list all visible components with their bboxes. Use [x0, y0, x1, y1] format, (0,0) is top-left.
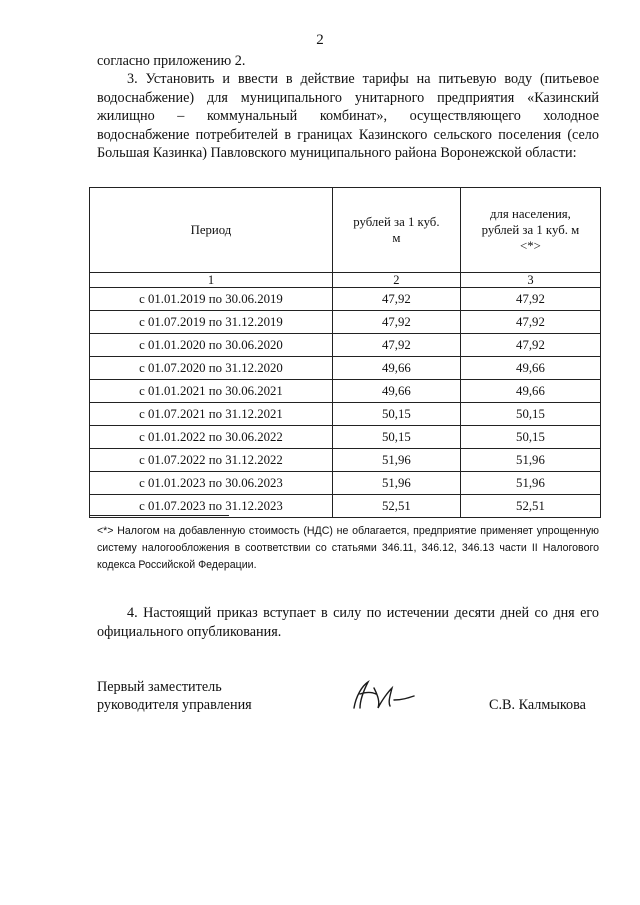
page-number: 2: [316, 32, 324, 48]
table-row: [90, 311, 601, 334]
rate-cell: 47,92: [332, 311, 460, 334]
table-row: [90, 288, 601, 311]
rate-cell: 49,66: [332, 380, 460, 403]
rate-population-cell: 47,92: [460, 334, 600, 357]
handwritten-signature: [348, 678, 428, 714]
period-cell: с 01.01.2020 по 30.06.2020: [90, 334, 333, 357]
table-row: [90, 334, 601, 357]
tariff-table: [89, 187, 601, 518]
signer-title-line-1: Первый заместитель: [97, 679, 222, 695]
column-number: 3: [460, 273, 600, 288]
rate-cell: 50,15: [332, 426, 460, 449]
signer-name: С.В. Калмыкова: [489, 697, 586, 713]
table-row: [90, 403, 601, 426]
column-number-row: [90, 273, 601, 288]
signer-title: [97, 678, 252, 714]
header-rate: рублей за 1 куб. м: [332, 188, 460, 273]
rate-population-cell: 49,66: [460, 357, 600, 380]
period-cell: с 01.01.2022 по 30.06.2022: [90, 426, 333, 449]
rate-cell: 50,15: [332, 403, 460, 426]
signer-title-line-2: руководителя управления: [97, 697, 252, 713]
rate-population-cell: 47,92: [460, 288, 600, 311]
table-row: [90, 449, 601, 472]
rate-population-cell: 49,66: [460, 380, 600, 403]
rate-cell: 51,96: [332, 472, 460, 495]
table-header-row: [90, 188, 601, 273]
period-cell: с 01.07.2020 по 31.12.2020: [90, 357, 333, 380]
table-row: [90, 380, 601, 403]
rate-population-cell: 51,96: [460, 449, 600, 472]
period-cell: с 01.07.2022 по 31.12.2022: [90, 449, 333, 472]
paragraph-continuation: согласно приложению 2.: [97, 53, 246, 69]
rate-population-cell: 50,15: [460, 403, 600, 426]
header-rate-population: для населения, рублей за 1 куб. м <*>: [460, 188, 600, 273]
period-cell: с 01.07.2019 по 31.12.2019: [90, 311, 333, 334]
table-row: [90, 472, 601, 495]
header-period: Период: [90, 188, 333, 273]
rate-population-cell: 47,92: [460, 311, 600, 334]
period-cell: с 01.01.2021 по 30.06.2021: [90, 380, 333, 403]
period-cell: с 01.07.2023 по 31.12.2023: [90, 495, 333, 518]
rate-cell: 52,51: [332, 495, 460, 518]
column-number: 2: [332, 273, 460, 288]
paragraph-4: 4. Настоящий приказ вступает в силу по истечении десяти дней со дня его официального опубликования.: [97, 605, 599, 640]
period-cell: с 01.07.2021 по 31.12.2021: [90, 403, 333, 426]
rate-cell: 47,92: [332, 288, 460, 311]
paragraph-3: 3. Установить и ввести в действие тарифы на питьевую воду (питьевое водоснабжение) для муниципального унитарного предприятия «Казинский жилищно – коммунальный комбинат», осуществляющего холодное водоснабжение потребителей в границах Казинского сельского поселения (село Большая Казинка) Павловского муниципального района Воронежской области:: [97, 71, 599, 161]
rate-cell: 51,96: [332, 449, 460, 472]
footnote-separator: [89, 515, 229, 516]
rate-population-cell: 50,15: [460, 426, 600, 449]
period-cell: с 01.01.2023 по 30.06.2023: [90, 472, 333, 495]
table-row: [90, 357, 601, 380]
footnote: <*> Налогом на добавленную стоимость (НДС) не облагается, предприятие применяет упрощенную систему налогообложения в соответствии со статьями 346.11, 346.12, 346.13 части II Налогового кодекса Российской Федерации.: [97, 525, 599, 571]
table-row: [90, 426, 601, 449]
rate-cell: 49,66: [332, 357, 460, 380]
column-number: 1: [90, 273, 333, 288]
rate-population-cell: 52,51: [460, 495, 600, 518]
rate-cell: 47,92: [332, 334, 460, 357]
rate-population-cell: 51,96: [460, 472, 600, 495]
period-cell: с 01.01.2019 по 30.06.2019: [90, 288, 333, 311]
